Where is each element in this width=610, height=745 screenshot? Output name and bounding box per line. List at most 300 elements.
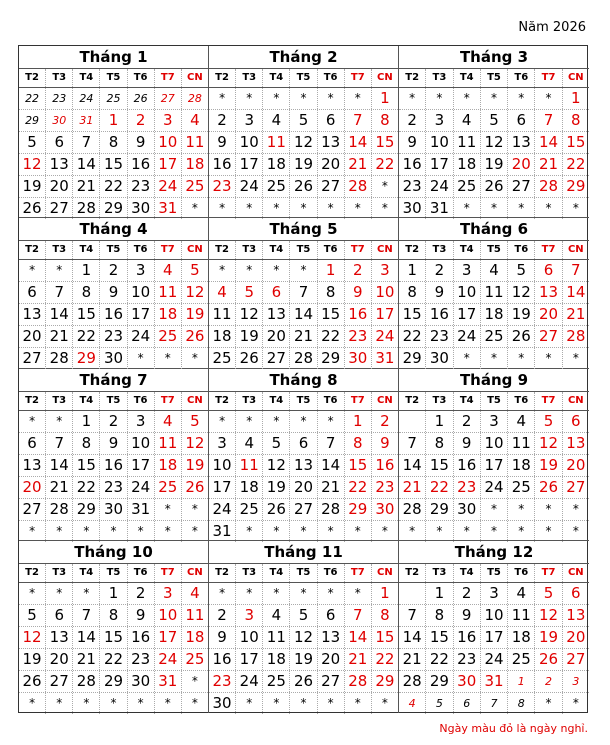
day-cell: 9 bbox=[127, 605, 154, 626]
day-cell: 4 bbox=[181, 583, 208, 604]
day-cell: 4 bbox=[262, 110, 289, 131]
day-cell: 13 bbox=[562, 605, 589, 626]
empty-day-cell: * bbox=[181, 521, 208, 542]
day-cell: 27 bbox=[507, 176, 534, 197]
day-cell: 18 bbox=[181, 154, 208, 175]
weekday-header: T3 bbox=[235, 564, 262, 582]
empty-day-cell: * bbox=[317, 521, 344, 542]
week-row bbox=[399, 197, 589, 219]
empty-day-cell: * bbox=[344, 521, 371, 542]
day-cell: 20 bbox=[507, 154, 534, 175]
day-cell: 7 bbox=[344, 605, 371, 626]
empty-day-cell: * bbox=[534, 88, 561, 109]
weekday-header: T2 bbox=[405, 395, 420, 406]
day-cell: 19 bbox=[534, 627, 561, 648]
empty-day-cell: * bbox=[562, 521, 589, 542]
weekday-header-row bbox=[399, 241, 589, 260]
month-title: Tháng 4 bbox=[19, 218, 208, 241]
day-cell: 21 bbox=[72, 649, 99, 670]
day-cell: 29 bbox=[402, 349, 422, 367]
day-cell: 26 bbox=[181, 326, 208, 347]
week-row bbox=[19, 476, 208, 498]
week-row bbox=[19, 260, 208, 281]
day-cell: 13 bbox=[45, 154, 72, 175]
day-cell: 17 bbox=[154, 627, 181, 648]
weekday-header: T7 bbox=[534, 69, 561, 87]
week-row bbox=[399, 648, 589, 670]
week-row bbox=[209, 626, 398, 648]
day-cell: 5 bbox=[289, 110, 316, 131]
day-cell: 8 bbox=[407, 283, 417, 301]
day-cell: 7 bbox=[72, 132, 99, 153]
day-cell: 6 bbox=[317, 110, 344, 131]
weekday-header: CN bbox=[562, 69, 589, 87]
empty-day-cell: * bbox=[371, 693, 398, 714]
day-cell: 2 bbox=[425, 260, 452, 281]
weekday-header: T4 bbox=[72, 392, 99, 410]
week-row bbox=[399, 153, 589, 175]
day-cell: 9 bbox=[99, 433, 126, 454]
day-cell: 28 bbox=[562, 326, 589, 347]
day-cell: 13 bbox=[45, 627, 72, 648]
weekday-header: T6 bbox=[317, 564, 344, 582]
day-cell: 8 bbox=[344, 433, 371, 454]
empty-day-cell: * bbox=[534, 348, 561, 369]
week-row bbox=[19, 303, 208, 325]
day-cell: 17 bbox=[453, 304, 480, 325]
day-cell: 30 bbox=[99, 499, 126, 520]
day-cell: 21 bbox=[45, 477, 72, 498]
day-cell: 17 bbox=[154, 154, 181, 175]
day-cell: 9 bbox=[344, 282, 371, 303]
empty-day-cell: * bbox=[154, 521, 181, 542]
empty-day-cell: * bbox=[289, 583, 316, 604]
day-cell: 6 bbox=[262, 282, 289, 303]
day-cell: 17 bbox=[371, 304, 398, 325]
week-row bbox=[399, 670, 589, 692]
day-cell: 5 bbox=[534, 583, 561, 604]
day-cell: 30 bbox=[212, 694, 232, 712]
weekday-header-row bbox=[209, 392, 398, 411]
day-cell: 19 bbox=[22, 650, 42, 668]
weekday-header: T2 bbox=[405, 244, 420, 255]
day-cell: 6 bbox=[453, 693, 480, 714]
weekday-header: T6 bbox=[507, 241, 534, 259]
day-cell: 19 bbox=[181, 455, 208, 476]
empty-day-cell: * bbox=[289, 88, 316, 109]
empty-day-cell: * bbox=[453, 348, 480, 369]
day-cell: 13 bbox=[22, 456, 42, 474]
month-title: Tháng 12 bbox=[399, 541, 589, 564]
day-cell: 15 bbox=[402, 305, 422, 323]
day-cell: 18 bbox=[235, 477, 262, 498]
day-cell: 14 bbox=[45, 304, 72, 325]
day-cell: 20 bbox=[317, 649, 344, 670]
day-cell: 16 bbox=[402, 155, 422, 173]
day-cell: 10 bbox=[371, 282, 398, 303]
day-cell: 29 bbox=[99, 198, 126, 219]
day-cell: 29 bbox=[317, 348, 344, 369]
day-cell: 5 bbox=[262, 433, 289, 454]
week-row bbox=[399, 325, 589, 347]
day-cell: 19 bbox=[235, 326, 262, 347]
day-cell: 22 bbox=[371, 649, 398, 670]
year-calendar-grid bbox=[18, 45, 588, 713]
day-cell bbox=[399, 583, 425, 604]
weekday-header: T7 bbox=[154, 69, 181, 87]
weekday-header: T6 bbox=[507, 564, 534, 582]
day-cell: 19 bbox=[289, 649, 316, 670]
day-cell: 3 bbox=[235, 110, 262, 131]
weekday-header: T4 bbox=[262, 564, 289, 582]
weekday-header: T7 bbox=[344, 392, 371, 410]
day-cell: 31 bbox=[127, 499, 154, 520]
day-cell: 7 bbox=[480, 693, 507, 714]
day-cell: 27 bbox=[45, 671, 72, 692]
empty-day-cell: * bbox=[562, 198, 589, 219]
month-block bbox=[399, 46, 589, 218]
empty-day-cell: * bbox=[344, 583, 371, 604]
empty-day-cell: * bbox=[154, 693, 181, 714]
day-cell: 21 bbox=[317, 477, 344, 498]
empty-day-cell: * bbox=[425, 521, 452, 542]
day-cell: 16 bbox=[212, 155, 232, 173]
day-cell: 8 bbox=[425, 605, 452, 626]
day-cell: 21 bbox=[344, 154, 371, 175]
day-cell: 17 bbox=[235, 649, 262, 670]
day-cell: 8 bbox=[371, 110, 398, 131]
week-row bbox=[19, 88, 208, 109]
month-title: Tháng 9 bbox=[399, 369, 589, 392]
empty-day-cell: * bbox=[317, 693, 344, 714]
day-cell: 14 bbox=[72, 627, 99, 648]
day-cell: 21 bbox=[402, 478, 422, 496]
weekday-header: T5 bbox=[480, 69, 507, 87]
day-cell: 23 bbox=[453, 649, 480, 670]
day-cell: 14 bbox=[534, 132, 561, 153]
day-cell: 4 bbox=[181, 110, 208, 131]
day-cell: 30 bbox=[453, 671, 480, 692]
day-cell: 9 bbox=[453, 605, 480, 626]
day-cell: 26 bbox=[235, 348, 262, 369]
week-row bbox=[209, 175, 398, 197]
day-cell: 27 bbox=[45, 198, 72, 219]
empty-day-cell: * bbox=[181, 348, 208, 369]
day-cell: 10 bbox=[480, 433, 507, 454]
day-cell: 30 bbox=[402, 199, 422, 217]
weekday-header: T4 bbox=[453, 241, 480, 259]
empty-day-cell: * bbox=[45, 693, 72, 714]
day-cell: 1 bbox=[99, 583, 126, 604]
empty-day-cell: * bbox=[507, 521, 534, 542]
weekday-header: T5 bbox=[99, 241, 126, 259]
day-cell: 20 bbox=[22, 478, 42, 496]
day-cell: 21 bbox=[289, 326, 316, 347]
month-block bbox=[399, 369, 589, 541]
week-row bbox=[19, 583, 208, 604]
empty-day-cell: * bbox=[480, 348, 507, 369]
weekday-header: T3 bbox=[425, 69, 452, 87]
empty-day-cell: * bbox=[29, 586, 36, 600]
day-cell: 13 bbox=[562, 433, 589, 454]
weekday-header: T2 bbox=[215, 395, 229, 406]
day-cell: 27 bbox=[289, 499, 316, 520]
day-cell: 16 bbox=[453, 455, 480, 476]
day-cell: 24 bbox=[480, 649, 507, 670]
weekday-header: T3 bbox=[235, 392, 262, 410]
empty-day-cell: * bbox=[72, 583, 99, 604]
day-cell: 24 bbox=[212, 500, 232, 518]
day-cell: 25 bbox=[154, 477, 181, 498]
weekday-header: T3 bbox=[235, 241, 262, 259]
day-cell: 25 bbox=[480, 326, 507, 347]
day-cell: 16 bbox=[344, 304, 371, 325]
weekday-header-row bbox=[209, 564, 398, 583]
week-row bbox=[19, 131, 208, 153]
weekday-header: T5 bbox=[99, 564, 126, 582]
day-cell: 12 bbox=[534, 433, 561, 454]
day-cell: 21 bbox=[534, 154, 561, 175]
empty-day-cell: * bbox=[480, 499, 507, 520]
day-cell: 23 bbox=[371, 477, 398, 498]
day-cell: 6 bbox=[45, 132, 72, 153]
weekday-header: T3 bbox=[45, 69, 72, 87]
day-cell: 11 bbox=[154, 433, 181, 454]
weekday-header: T2 bbox=[25, 244, 39, 255]
weekday-header: T3 bbox=[425, 564, 452, 582]
empty-day-cell: * bbox=[453, 88, 480, 109]
day-cell: 27 bbox=[22, 500, 42, 518]
empty-day-cell: * bbox=[262, 88, 289, 109]
day-cell: 6 bbox=[45, 605, 72, 626]
weekday-header: CN bbox=[181, 392, 208, 410]
weekday-header: T7 bbox=[154, 241, 181, 259]
day-cell: 2 bbox=[371, 411, 398, 432]
day-cell: 2 bbox=[407, 111, 417, 129]
day-cell: 20 bbox=[289, 477, 316, 498]
empty-day-cell: * bbox=[289, 411, 316, 432]
week-row bbox=[19, 347, 208, 369]
day-cell: 2 bbox=[534, 671, 561, 692]
day-cell: 31 bbox=[480, 671, 507, 692]
day-cell: 11 bbox=[181, 605, 208, 626]
week-row bbox=[19, 454, 208, 476]
weekday-header: T6 bbox=[507, 392, 534, 410]
empty-day-cell: * bbox=[219, 91, 226, 105]
day-cell: 25 bbox=[235, 499, 262, 520]
day-cell: 15 bbox=[425, 627, 452, 648]
empty-day-cell: * bbox=[344, 198, 371, 219]
day-cell: 3 bbox=[371, 260, 398, 281]
week-row bbox=[209, 347, 398, 369]
day-cell: 8 bbox=[72, 282, 99, 303]
empty-day-cell: * bbox=[344, 693, 371, 714]
day-cell: 7 bbox=[72, 605, 99, 626]
day-cell: 6 bbox=[27, 283, 37, 301]
day-cell: 12 bbox=[507, 282, 534, 303]
empty-day-cell: * bbox=[45, 260, 72, 281]
empty-day-cell: * bbox=[45, 521, 72, 542]
weekday-header: T4 bbox=[72, 241, 99, 259]
weekday-header: T5 bbox=[289, 69, 316, 87]
day-cell: 16 bbox=[425, 304, 452, 325]
day-cell: 10 bbox=[425, 132, 452, 153]
day-cell: 27 bbox=[534, 326, 561, 347]
day-cell: 13 bbox=[317, 132, 344, 153]
week-row bbox=[19, 153, 208, 175]
week-row bbox=[209, 670, 398, 692]
weekday-header: T4 bbox=[72, 564, 99, 582]
week-row bbox=[399, 626, 589, 648]
weekday-header: T4 bbox=[262, 241, 289, 259]
day-cell: 3 bbox=[154, 583, 181, 604]
day-cell: 23 bbox=[402, 177, 422, 195]
day-cell: 22 bbox=[25, 92, 40, 105]
day-cell: 22 bbox=[402, 327, 422, 345]
weekday-header: T2 bbox=[405, 72, 420, 83]
day-cell: 29 bbox=[72, 499, 99, 520]
day-cell: 18 bbox=[181, 627, 208, 648]
day-cell: 18 bbox=[262, 154, 289, 175]
day-cell: 8 bbox=[507, 693, 534, 714]
day-cell: 14 bbox=[289, 304, 316, 325]
empty-day-cell: * bbox=[371, 198, 398, 219]
day-cell: 10 bbox=[127, 433, 154, 454]
day-cell: 30 bbox=[127, 671, 154, 692]
day-cell: 26 bbox=[289, 671, 316, 692]
holiday-footnote: Ngày màu đỏ là ngày nghỉ. bbox=[439, 722, 588, 735]
day-cell: 16 bbox=[212, 650, 232, 668]
empty-day-cell: * bbox=[534, 198, 561, 219]
week-row bbox=[399, 498, 589, 520]
day-cell: 15 bbox=[371, 132, 398, 153]
empty-day-cell: * bbox=[262, 693, 289, 714]
day-cell: 15 bbox=[99, 627, 126, 648]
day-cell: 9 bbox=[127, 132, 154, 153]
day-cell: 2 bbox=[217, 606, 227, 624]
day-cell: 31 bbox=[154, 198, 181, 219]
day-cell: 15 bbox=[344, 455, 371, 476]
day-cell: 26 bbox=[289, 176, 316, 197]
weekday-header: T6 bbox=[317, 241, 344, 259]
day-cell: 26 bbox=[262, 499, 289, 520]
empty-day-cell: * bbox=[181, 671, 208, 692]
weekday-header: CN bbox=[371, 241, 398, 259]
day-cell: 26 bbox=[127, 88, 154, 109]
weekday-header: T6 bbox=[127, 392, 154, 410]
day-cell: 15 bbox=[562, 132, 589, 153]
day-cell: 5 bbox=[534, 411, 561, 432]
day-cell: 17 bbox=[127, 455, 154, 476]
day-cell: 12 bbox=[22, 628, 42, 646]
day-cell: 5 bbox=[507, 260, 534, 281]
day-cell: 28 bbox=[344, 671, 371, 692]
weekday-header: T4 bbox=[453, 392, 480, 410]
empty-day-cell: * bbox=[29, 696, 36, 710]
empty-day-cell: * bbox=[29, 524, 36, 538]
empty-day-cell: * bbox=[181, 499, 208, 520]
day-cell: 18 bbox=[154, 455, 181, 476]
empty-day-cell: * bbox=[235, 198, 262, 219]
day-cell: 22 bbox=[99, 649, 126, 670]
empty-day-cell: * bbox=[29, 414, 36, 428]
day-cell: 15 bbox=[99, 154, 126, 175]
day-cell: 4 bbox=[154, 260, 181, 281]
day-cell: 14 bbox=[317, 455, 344, 476]
day-cell: 24 bbox=[127, 477, 154, 498]
weekday-header: T6 bbox=[317, 392, 344, 410]
day-cell: 27 bbox=[154, 88, 181, 109]
empty-day-cell: * bbox=[453, 521, 480, 542]
empty-day-cell: * bbox=[72, 521, 99, 542]
day-cell: 13 bbox=[22, 305, 42, 323]
empty-day-cell: * bbox=[235, 260, 262, 281]
weekday-header: T6 bbox=[317, 69, 344, 87]
day-cell: 23 bbox=[127, 176, 154, 197]
weekday-header: T2 bbox=[215, 244, 229, 255]
day-cell: 10 bbox=[480, 605, 507, 626]
weekday-header-row bbox=[19, 564, 208, 583]
empty-day-cell: * bbox=[371, 521, 398, 542]
day-cell: 3 bbox=[480, 411, 507, 432]
weekday-header: T7 bbox=[344, 241, 371, 259]
day-cell: 31 bbox=[154, 671, 181, 692]
weekday-header: T6 bbox=[127, 69, 154, 87]
day-cell: 7 bbox=[407, 606, 417, 624]
empty-day-cell: * bbox=[409, 524, 416, 538]
day-cell: 11 bbox=[480, 282, 507, 303]
day-cell: 9 bbox=[371, 433, 398, 454]
day-cell: 8 bbox=[317, 282, 344, 303]
week-row bbox=[19, 175, 208, 197]
weekday-header: CN bbox=[562, 564, 589, 582]
week-row bbox=[19, 692, 208, 714]
day-cell: 31 bbox=[212, 522, 232, 540]
day-cell: 6 bbox=[534, 260, 561, 281]
month-block bbox=[399, 218, 589, 369]
day-cell: 13 bbox=[262, 304, 289, 325]
day-cell: 17 bbox=[235, 154, 262, 175]
week-row bbox=[209, 604, 398, 626]
empty-day-cell: * bbox=[534, 499, 561, 520]
day-cell: 9 bbox=[425, 282, 452, 303]
day-cell: 5 bbox=[289, 605, 316, 626]
day-cell: 29 bbox=[425, 499, 452, 520]
weekday-header: T4 bbox=[453, 564, 480, 582]
day-cell: 12 bbox=[262, 455, 289, 476]
day-cell: 15 bbox=[425, 455, 452, 476]
week-row bbox=[399, 583, 589, 604]
day-cell: 18 bbox=[507, 455, 534, 476]
day-cell: 12 bbox=[534, 605, 561, 626]
week-row bbox=[399, 175, 589, 197]
empty-day-cell: * bbox=[235, 583, 262, 604]
day-cell: 23 bbox=[127, 649, 154, 670]
week-row bbox=[19, 432, 208, 454]
day-cell: 13 bbox=[317, 627, 344, 648]
day-cell: 12 bbox=[22, 155, 42, 173]
day-cell: 26 bbox=[22, 672, 42, 690]
day-cell: 14 bbox=[344, 132, 371, 153]
day-cell: 5 bbox=[27, 606, 37, 624]
day-cell: 2 bbox=[453, 411, 480, 432]
empty-day-cell: * bbox=[562, 693, 589, 714]
weekday-header: T3 bbox=[45, 392, 72, 410]
weekday-header: T4 bbox=[453, 69, 480, 87]
day-cell: 24 bbox=[154, 176, 181, 197]
day-cell: 28 bbox=[402, 500, 422, 518]
weekday-header-row bbox=[19, 69, 208, 88]
